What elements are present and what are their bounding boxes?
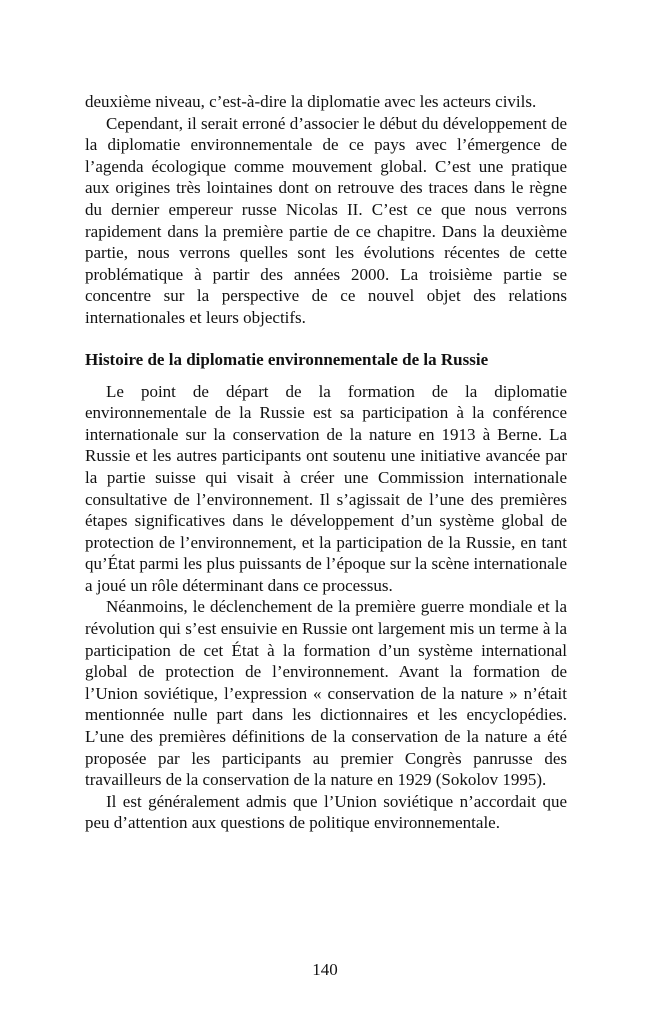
paragraph-history-3: Il est généralement admis que l’Union soviétique n’accordait que peu d’attention aux questions de politique environnementale. <box>85 791 567 833</box>
paragraph-history-2: Néanmoins, le déclenchement de la première guerre mondiale et la révolution qui s’est ensuivie en Russie ont largement mis un terme à la participation de cet État à la formation d’un système international global de protection de l’environnement. Avant la formation de l’Union soviétique, l’expression « conservation de la nature » n’était mentionnée nulle part dans les dictionnaires et les encyclopédies. L’une des premières définitions de la conservation de la nature a été proposée par les participants au premier Congrès panrusse des travailleurs de la conservation de la nature en 1929 (Sokolov 1995). <box>85 597 567 790</box>
section-heading: Histoire de la diplomatie environnementale de la Russie <box>85 349 489 369</box>
paragraph-intro: Cependant, il serait erroné d’associer le début du développement de la diplomatie environnementale de ce pays avec l’émergence de l’agenda écologique comme mouvement global. C’est une pratique aux origines très lointaines dont on retrouve des traces dans le règne du dernier empereur russe Nicolas II. C’est ce que nous verrons rapidement dans la première partie de ce chapitre. Dans la deuxième partie, nous verrons quelles sont les évolutions récentes de cette problématique à partir des années 2000. La troisième partie se concentre sur la perspective de ce nouvel objet des relations internationales et leurs objectifs. <box>85 113 567 327</box>
page-body <box>85 91 567 834</box>
paragraph-history-1: Le point de départ de la formation de la diplomatie environnementale de la Russie est sa participation à la conférence internationale sur la conservation de la nature en 1913 à Berne. La Russie et les autres participants ont soutenu une initiative avancée par la partie suisse qui visait à créer une Commission internationale consultative de l’environnement. Il s’agissait de l’une des premières étapes significatives dans le développement d’un système global de protection de l’environnement, et la participation de la Russie, en tant qu’État parmi les plus puissants de l’époque sur la scène internationale a joué un rôle déterminant dans ce processus. <box>85 381 567 595</box>
paragraph-continuation: deuxième niveau, c’est-à-dire la diplomatie avec les acteurs civils. <box>85 92 537 111</box>
page-number: 140 <box>312 960 338 979</box>
